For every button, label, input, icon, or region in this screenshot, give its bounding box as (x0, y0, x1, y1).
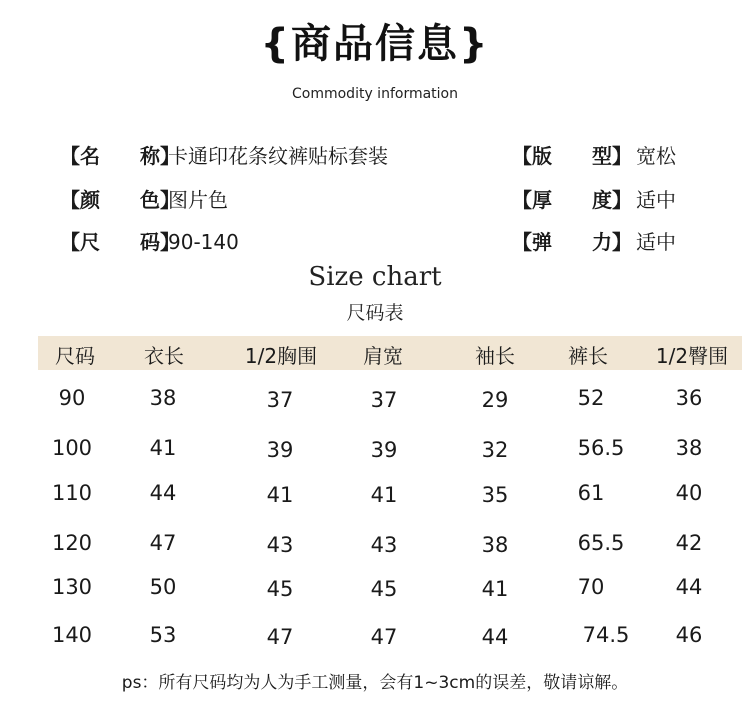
table-cell: 39 (266, 438, 294, 462)
info-row-thickness (512, 184, 676, 213)
table-cell: 52 (577, 386, 605, 410)
table-header-size: 尺码 (55, 344, 95, 368)
table-cell: 32 (481, 438, 509, 462)
table-header-shoulder: 肩宽 (363, 344, 403, 368)
info-row-color (60, 184, 228, 213)
info-label: 【颜 色】 (60, 188, 180, 212)
table-cell: 61 (577, 481, 605, 505)
page-subtitle: Commodity information (292, 86, 458, 102)
info-value: 适中 (636, 188, 676, 212)
table-cell: 50 (149, 575, 177, 599)
table-cell: 29 (481, 388, 509, 412)
table-cell: 140 (51, 623, 93, 647)
info-value: 宽松 (636, 144, 676, 168)
table-cell: 36 (675, 386, 703, 410)
table-cell: 35 (481, 483, 509, 507)
info-row-fit (512, 140, 676, 169)
table-cell: 37 (370, 388, 398, 412)
info-value: 适中 (636, 230, 676, 254)
table-header-sleeve: 袖长 (475, 344, 515, 368)
info-value: 卡通印花条纹裤贴标套装 (168, 144, 388, 168)
size-chart-title: Size chart (308, 262, 442, 292)
table-cell: 70 (577, 575, 605, 599)
table-cell: 47 (370, 625, 398, 649)
table-cell: 44 (481, 625, 509, 649)
table-cell: 43 (266, 533, 294, 557)
table-cell: 43 (370, 533, 398, 557)
table-cell: 45 (370, 577, 398, 601)
info-value: 90-140 (168, 230, 239, 254)
table-cell: 44 (675, 575, 703, 599)
page-title: {商品信息} (260, 21, 490, 67)
info-value: 图片色 (168, 188, 228, 212)
table-cell: 38 (149, 386, 177, 410)
table-cell: 41 (370, 483, 398, 507)
table-cell: 120 (51, 531, 93, 555)
table-header-pants: 裤长 (568, 344, 608, 368)
info-row-size (60, 226, 239, 255)
table-cell: 41 (266, 483, 294, 507)
table-cell: 100 (51, 436, 93, 460)
measurement-note: ps：所有尺码均为人为手工测量，会有1~3cm的误差，敬请谅解。 (121, 673, 629, 693)
info-row-elasticity (512, 226, 676, 255)
table-cell: 38 (481, 533, 509, 557)
info-label: 【尺 码】 (60, 230, 180, 254)
table-cell: 37 (266, 388, 294, 412)
table-cell: 74.5 (582, 623, 630, 647)
table-cell: 39 (370, 438, 398, 462)
table-header-length: 衣长 (144, 344, 184, 368)
table-cell: 45 (266, 577, 294, 601)
table-cell: 42 (675, 531, 703, 555)
table-cell: 130 (51, 575, 93, 599)
table-header-chest: 1/2胸围 (244, 344, 318, 368)
table-cell: 47 (149, 531, 177, 555)
table-cell: 38 (675, 436, 703, 460)
info-row-name (60, 140, 388, 169)
table-cell: 53 (149, 623, 177, 647)
info-label: 【厚 度】 (512, 188, 632, 212)
info-label: 【名 称】 (60, 144, 180, 168)
size-chart-subtitle: 尺码表 (346, 302, 404, 324)
table-cell: 41 (149, 436, 177, 460)
table-cell: 41 (481, 577, 509, 601)
table-cell: 40 (675, 481, 703, 505)
table-cell: 46 (675, 623, 703, 647)
table-cell: 90 (58, 386, 86, 410)
table-cell: 65.5 (577, 531, 625, 555)
table-header-hip: 1/2臀围 (655, 344, 729, 368)
table-cell: 56.5 (577, 436, 625, 460)
info-label: 【弹 力】 (512, 230, 632, 254)
info-label: 【版 型】 (512, 144, 632, 168)
table-cell: 110 (51, 481, 93, 505)
table-cell: 44 (149, 481, 177, 505)
table-cell: 47 (266, 625, 294, 649)
